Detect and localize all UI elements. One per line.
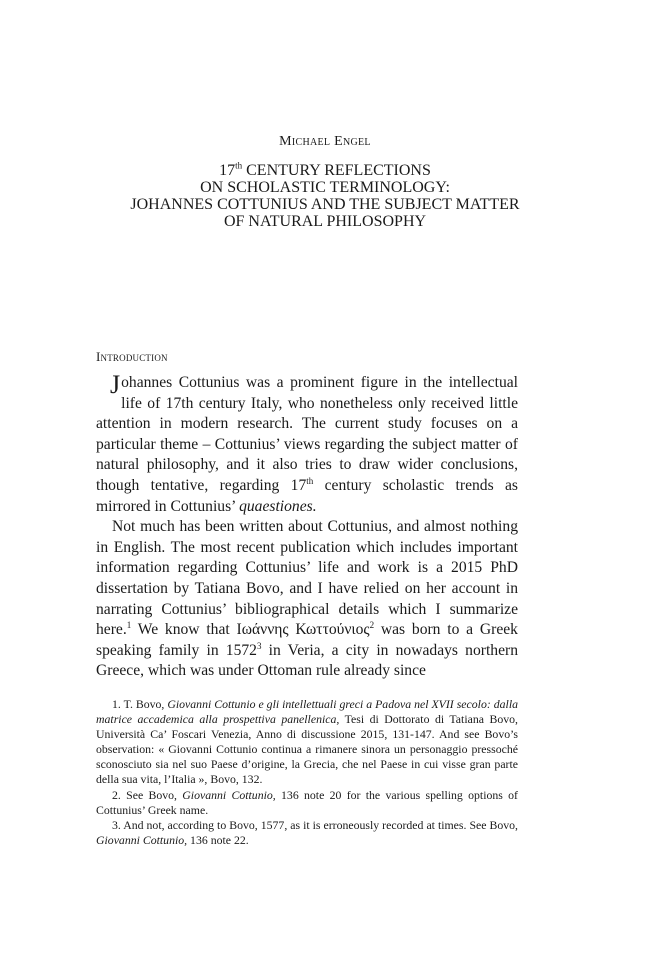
- paragraph-2: [96, 517, 518, 682]
- footnote-number: 3.: [112, 817, 121, 832]
- title-ordinal-number: 17: [219, 162, 236, 179]
- footnote-number: 1.: [112, 697, 121, 711]
- title-line-3: JOHANNES COTTUNIUS AND THE SUBJECT MATTER: [130, 196, 520, 213]
- footnote-text: 136 note 20 for the various spelling options of Cottunius’ Greek name.: [96, 787, 518, 817]
- title-line-4: OF NATURAL PHILOSOPHY: [223, 213, 427, 230]
- footnote-italic: Giovanni Cottunio,: [96, 832, 188, 847]
- paragraph-1-text-a: ohannes Cottunius was a prominent figure in the intellectual life of 17th century Italy, who nonetheless only received little attention in modern research. The current study focuses on a particular theme – Cottunius’ views regarding the subject matter of natural philosophy, and it also tries to draw wider conclusions, though tentative, regarding 17: [96, 374, 518, 494]
- footnote-1: [96, 697, 518, 788]
- footnote-3: [96, 818, 518, 848]
- title-ordinal-suffix: th: [235, 160, 243, 171]
- footnote-ref-1[interactable]: 1: [126, 619, 132, 630]
- paragraph-2-text-c: was born to a Greek speaking family in 1572: [96, 621, 518, 659]
- footnote-text: Tesi di Dottorato di Tatiana Bovo, Università Ca’ Foscari Venezia, Anno di discussione 2015, 131-147. And see Bovo’s observation: « Giovanni Cottunio continua a rimanere sinora un personaggio pressoché sconosciuto sia nel suo Paese d’origine, la Grecia, che nel Paese in cui visse gran parte della sua vita, l’Italia », Bovo, 132.: [96, 712, 518, 787]
- footnote-text: And not, according to Bovo, 1577, as it is erroneously recorded at times. See Bovo,: [120, 817, 518, 832]
- section-heading: Introduction: [96, 349, 168, 364]
- footnote-number: 2.: [112, 787, 121, 802]
- title-line-1-rest: CENTURY REFLECTIONS: [242, 162, 431, 179]
- footnote-2: [96, 788, 518, 818]
- paragraph-1-italic: quaestiones.: [239, 497, 317, 515]
- paragraph-1: [96, 370, 518, 517]
- footnote-text: See Bovo,: [120, 787, 183, 802]
- body-text: [96, 370, 518, 682]
- paragraph-2-text-b: We know that Ιωάννης Κωττούνιος: [131, 621, 370, 639]
- footnote-ref-3[interactable]: 3: [256, 640, 262, 651]
- title-line-1: [0, 162, 650, 179]
- footnote-ref-2[interactable]: 2: [369, 619, 375, 630]
- footnote-text: T. Bovo,: [120, 697, 168, 711]
- paragraph-1-sup: th: [306, 475, 314, 486]
- title-line-2: ON SCHOLASTIC TERMINOLOGY:: [200, 179, 450, 196]
- drop-cap: J: [110, 370, 121, 399]
- paragraph-2-text-d: in Veria, a city in nowadays northern Greece, which was under Ottoman rule already since: [96, 641, 518, 680]
- footnotes: [96, 697, 518, 848]
- footnote-text: 136 note 22.: [187, 832, 249, 847]
- paragraph-2-text-a: Not much has been written about Cottunius, and almost nothing in English. The most recent publication which includes important information regarding Cottunius’ life and work is a 2015 PhD dissertation by Tatiana Bovo, and I have relied on her account in narrating Cottunius’ bibliographical details which I summarize here.: [96, 518, 518, 639]
- footnote-italic: Giovanni Cottunio e gli intellettuali greci a Padova nel XVII secolo: dalla matrice accademica alla prospettiva panellenica,: [96, 697, 518, 727]
- footnote-italic: Giovanni Cottunio,: [182, 787, 276, 802]
- author-name: Michael Engel: [279, 134, 371, 149]
- paper-title: [0, 162, 650, 230]
- paragraph-1-text-b: century scholastic trends as mirrored in Cottunius’: [96, 476, 518, 515]
